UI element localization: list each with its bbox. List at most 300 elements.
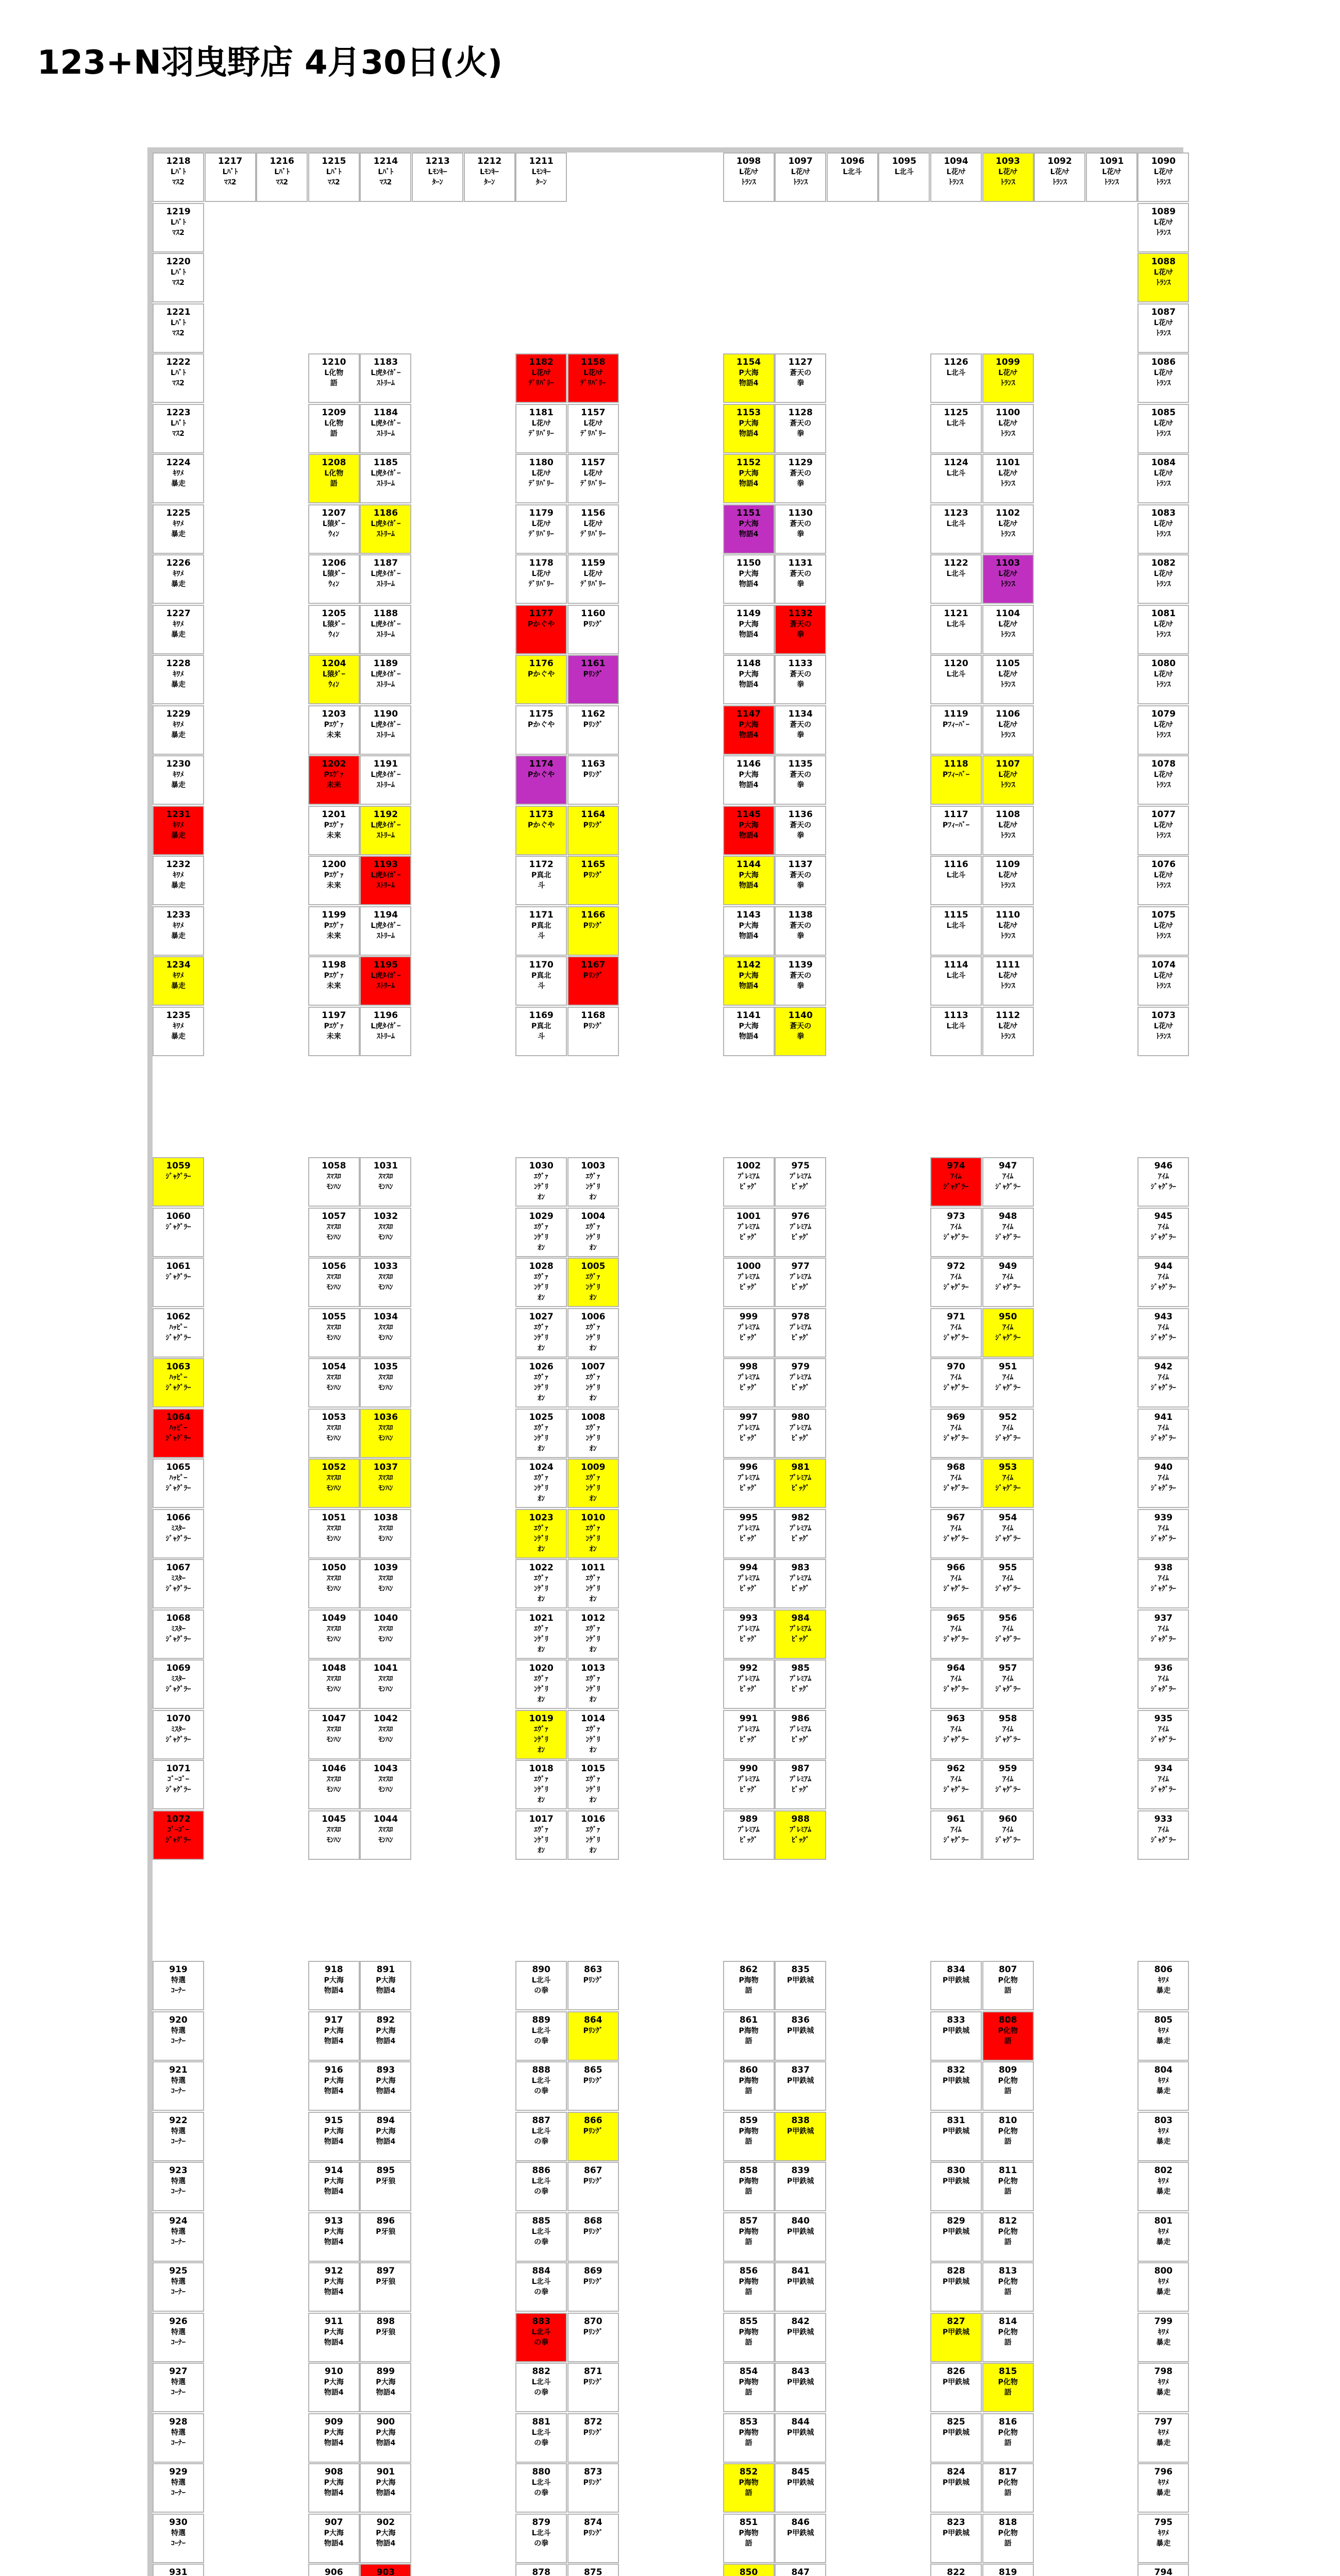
machine-name: P海物 語	[739, 2529, 759, 2548]
machine-name: P甲鉄城	[942, 2177, 970, 2185]
machine-name: Pｴｳﾞｧ 未来	[324, 821, 344, 840]
machine-number: 1030	[529, 1161, 554, 1171]
machine-name: ｴｳﾞｧ ﾝｹﾞﾘ ｵﾝ	[585, 1574, 600, 1603]
machine-1185	[360, 454, 411, 503]
machine-number: 1166	[581, 909, 606, 920]
machine-1232	[153, 856, 204, 905]
machine-number: 1161	[581, 658, 606, 669]
machine-number: 922	[169, 2115, 188, 2126]
machine-987	[775, 1760, 826, 1809]
machine-number: 1208	[322, 457, 346, 468]
machine-name: P甲鉄城	[787, 2428, 814, 2437]
machine-892	[360, 2011, 411, 2061]
machine-1174	[515, 755, 567, 805]
machine-number: 864	[584, 2014, 602, 2025]
machine-1009	[567, 1459, 619, 1508]
machine-number: 957	[998, 1663, 1017, 1673]
machine-name: ｷﾜﾒ 暴走	[171, 570, 186, 588]
machine-name: P甲鉄城	[787, 2328, 814, 2336]
machine-name: P大海 物語4	[376, 2077, 396, 2095]
machine-name: L花ﾊﾅ ﾄﾗﾝｽ	[998, 972, 1018, 990]
machine-number: 1005	[581, 1261, 606, 1272]
machine-number: 878	[532, 2567, 550, 2576]
machine-number: 1151	[736, 507, 761, 518]
machine-name: ｷﾜﾒ 暴走	[1156, 1976, 1171, 1995]
machine-number: 1080	[1151, 658, 1176, 669]
machine-name: L花ﾊﾅ ﾄﾗﾝｽ	[1153, 720, 1173, 739]
machine-name: P甲鉄城	[787, 1976, 814, 1985]
machine-name: L北斗 の拳	[531, 2479, 551, 2497]
machine-1219	[153, 203, 204, 252]
machine-number: 806	[1154, 1964, 1173, 1975]
machine-name: 蒼天の 拳	[790, 369, 812, 387]
machine-name: 蒼天の 拳	[790, 570, 812, 588]
machine-1065	[153, 1459, 204, 1508]
machine-name: ｽﾏｽﾛ ﾓﾝﾊﾝ	[326, 1825, 341, 1844]
machine-number: 1186	[373, 507, 398, 518]
machine-number: 938	[1154, 1563, 1173, 1573]
machine-number: 984	[791, 1613, 810, 1623]
machine-number: 1087	[1151, 307, 1176, 317]
machine-number: 958	[998, 1713, 1017, 1724]
top-wall	[150, 147, 1183, 152]
machine-name: P海物 語	[739, 2378, 759, 2397]
machine-name: ｱｲﾑ ｼﾞｬｸﾞﾗｰ	[943, 1825, 969, 1844]
machine-1058	[308, 1157, 360, 1207]
machine-number: 926	[169, 2316, 188, 2327]
machine-name: P大海 物語4	[739, 1022, 759, 1041]
machine-1042	[360, 1710, 411, 1759]
machine-number: 921	[169, 2065, 188, 2075]
machine-967	[930, 1509, 982, 1558]
machine-857	[723, 2212, 775, 2262]
machine-949	[982, 1258, 1034, 1307]
machine-name: P大海 物語4	[739, 972, 759, 990]
machine-1085	[1137, 404, 1189, 453]
machine-1131	[775, 554, 826, 604]
machine-number: 901	[376, 2467, 395, 2477]
machine-name: ｷﾜﾒ 暴走	[171, 469, 186, 488]
machine-name: ｱｲﾑ ｼﾞｬｸﾞﾗｰ	[995, 1725, 1021, 1744]
machine-name: L虎ﾀｲｶﾞｰ ｽﾄﾘｰﾑ	[371, 972, 401, 990]
machine-name: L花ﾊﾅ ﾄﾗﾝｽ	[1153, 419, 1173, 438]
machine-number: 1222	[166, 357, 191, 367]
machine-name: Pﾘﾝｸﾞ	[583, 2177, 603, 2185]
machine-number: 1052	[322, 1462, 346, 1472]
machine-868	[567, 2212, 619, 2262]
machine-1076	[1137, 856, 1189, 905]
machine-1139	[775, 956, 826, 1006]
machine-931	[153, 2564, 204, 2576]
machine-number: 1109	[995, 859, 1020, 870]
machine-name: ｽﾏｽﾛ ﾓﾝﾊﾝ	[326, 1374, 341, 1392]
machine-name: L北斗	[946, 419, 966, 428]
machine-name: L花ﾊﾅ ﾄﾗﾝｽ	[1153, 369, 1173, 387]
machine-number: 1195	[373, 960, 398, 970]
machine-898	[360, 2313, 411, 2362]
machine-number: 1056	[322, 1261, 346, 1272]
machine-number: 1120	[944, 658, 968, 669]
machine-number: 874	[584, 2517, 602, 2528]
machine-number: 1104	[995, 608, 1020, 619]
machine-1197	[308, 1007, 360, 1056]
machine-name: ｷﾜﾒ 暴走	[171, 821, 186, 840]
machine-name: P大海 物語4	[324, 2529, 344, 2548]
machine-number: 1125	[944, 407, 968, 418]
machine-name: L花ﾊﾅ ﾄﾗﾝｽ	[998, 620, 1018, 639]
machine-number: 830	[947, 2165, 965, 2176]
machine-name: ﾌﾟﾚﾐｱﾑ ﾋﾞｯｸﾞ	[738, 1524, 760, 1543]
machine-1199	[308, 906, 360, 956]
machine-1111	[982, 956, 1034, 1006]
machine-number: 1134	[788, 708, 813, 719]
machine-925	[153, 2262, 204, 2312]
machine-number: 1216	[270, 156, 294, 166]
machine-983	[775, 1559, 826, 1608]
machine-974	[930, 1157, 982, 1207]
machine-1129	[775, 454, 826, 503]
machine-number: 1158	[581, 357, 606, 367]
machine-number: 912	[325, 2266, 343, 2276]
machine-798	[1137, 2363, 1189, 2412]
machine-958	[982, 1710, 1034, 1759]
machine-number: 1203	[322, 708, 346, 719]
machine-name: P甲鉄城	[787, 2127, 814, 2136]
machine-1074	[1137, 956, 1189, 1006]
machine-name: P牙狼	[376, 2278, 396, 2286]
machine-name: P化物 語	[998, 2378, 1018, 2397]
machine-number: 871	[584, 2366, 602, 2377]
machine-number: 975	[791, 1161, 810, 1171]
machine-1055	[308, 1308, 360, 1358]
machine-name: L虎ﾀｲｶﾞｰ ｽﾄﾘｰﾑ	[371, 1022, 401, 1041]
machine-name: ｴｳﾞｧ ﾝｹﾞﾘ ｵﾝ	[585, 1675, 600, 1704]
machine-816	[982, 2413, 1034, 2463]
machine-number: 944	[1154, 1261, 1173, 1272]
machine-948	[982, 1208, 1034, 1257]
machine-972	[930, 1258, 982, 1307]
machine-973	[930, 1208, 982, 1257]
machine-1125	[930, 404, 982, 453]
machine-846	[775, 2514, 826, 2563]
machine-890	[515, 1961, 567, 2010]
machine-1231	[153, 806, 204, 855]
machine-number: 1133	[788, 658, 813, 669]
machine-number: 795	[1154, 2517, 1173, 2528]
machine-975	[775, 1157, 826, 1207]
machine-1014	[567, 1710, 619, 1759]
machine-number: 1154	[736, 357, 761, 367]
machine-name: ｷﾜﾒ 暴走	[1156, 2077, 1171, 2095]
machine-1118	[930, 755, 982, 805]
machine-name: 特選 ｺｰﾅｰ	[171, 2529, 186, 2548]
machine-number: 826	[947, 2366, 965, 2377]
machine-name: L猿ﾀﾞｰ ｳｨﾝ	[322, 570, 345, 588]
machine-959	[982, 1760, 1034, 1809]
machine-number: 919	[169, 1964, 188, 1975]
machine-number: 1081	[1151, 608, 1176, 619]
machine-name: 蒼天の 拳	[790, 871, 812, 890]
machine-1195	[360, 956, 411, 1006]
machine-1066	[153, 1509, 204, 1558]
machine-number: 918	[325, 1964, 343, 1975]
machine-name: ｱｲﾑ ｼﾞｬｸﾞﾗｰ	[1150, 1624, 1176, 1643]
machine-825	[930, 2413, 982, 2463]
machine-number: 1066	[166, 1512, 191, 1523]
machine-name: ｱｲﾑ ｼﾞｬｸﾞﾗｰ	[943, 1624, 969, 1643]
machine-1198	[308, 956, 360, 1006]
machine-837	[775, 2061, 826, 2111]
machine-number: 1168	[581, 1010, 606, 1021]
machine-999	[723, 1308, 775, 1358]
machine-number: 924	[169, 2215, 188, 2226]
machine-979	[775, 1358, 826, 1408]
machine-name: P甲鉄城	[942, 2026, 970, 2035]
machine-name: P化物 語	[998, 2479, 1018, 2497]
machine-1162	[567, 705, 619, 755]
machine-number: 1006	[581, 1311, 606, 1322]
machine-1018	[515, 1760, 567, 1809]
machine-number: 854	[739, 2366, 758, 2377]
machine-name: P海物 語	[739, 2227, 759, 2246]
machine-name: P真北 斗	[531, 1022, 551, 1041]
machine-name: ﾌﾟﾚﾐｱﾑ ﾋﾞｯｸﾞ	[738, 1725, 760, 1744]
machine-number: 1007	[581, 1362, 606, 1372]
machine-number: 833	[947, 2014, 965, 2025]
machine-name: L花ﾊﾅ ﾃﾞﾘﾊﾞﾘｰ	[580, 419, 606, 438]
machine-name: L虎ﾀｲｶﾞｰ ｽﾄﾘｰﾑ	[371, 670, 401, 689]
machine-number: 1113	[944, 1010, 968, 1021]
machine-1028	[515, 1258, 567, 1307]
machine-1022	[515, 1559, 567, 1608]
machine-name: ｴｳﾞｧ ﾝｹﾞﾘ ｵﾝ	[534, 1423, 549, 1453]
machine-1024	[515, 1459, 567, 1508]
machine-number: 1141	[736, 1010, 761, 1021]
machine-number: 814	[998, 2316, 1017, 2327]
machine-number: 1110	[995, 909, 1020, 920]
machine-name: L花ﾊﾅ ﾄﾗﾝｽ	[1153, 771, 1173, 789]
machine-842	[775, 2313, 826, 2362]
machine-814	[982, 2313, 1034, 2362]
machine-950	[982, 1308, 1034, 1358]
machine-number: 916	[325, 2065, 343, 2075]
machine-1070	[153, 1710, 204, 1759]
machine-name: L虎ﾀｲｶﾞｰ ｽﾄﾘｰﾑ	[371, 720, 401, 739]
machine-number: 928	[169, 2416, 188, 2427]
machine-1119	[930, 705, 982, 755]
machine-number: 1193	[373, 859, 398, 870]
machine-name: Pﾘﾝｸﾞ	[583, 871, 603, 879]
machine-1037	[360, 1459, 411, 1508]
machine-1086	[1137, 353, 1189, 403]
machine-name: L北斗	[843, 168, 862, 176]
machine-number: 1017	[529, 1814, 554, 1824]
machine-name: 特選 ｺｰﾅｰ	[171, 2026, 186, 2045]
machine-969	[930, 1409, 982, 1458]
machine-1189	[360, 655, 411, 704]
machine-1220	[153, 253, 204, 302]
machine-number: 1077	[1151, 809, 1176, 820]
machine-name: 蒼天の 拳	[790, 469, 812, 488]
machine-number: 948	[998, 1211, 1017, 1222]
machine-909	[308, 2413, 360, 2463]
machine-name: ｴｳﾞｧ ﾝｹﾞﾘ ｵﾝ	[585, 1273, 600, 1302]
machine-number: 1025	[529, 1412, 554, 1422]
machine-name: 蒼天の 拳	[790, 419, 812, 438]
machine-number: 1183	[373, 357, 398, 367]
machine-name: L虎ﾀｲｶﾞｰ ｽﾄﾘｰﾑ	[371, 469, 401, 488]
machine-name: Pﾘﾝｸﾞ	[583, 972, 603, 980]
machine-name: ﾌﾟﾚﾐｱﾑ ﾋﾞｯｸﾞ	[790, 1323, 812, 1342]
machine-1105	[982, 655, 1034, 704]
machine-number: 1129	[788, 457, 813, 468]
machine-843	[775, 2363, 826, 2412]
machine-number: 832	[947, 2065, 965, 2075]
machine-1041	[360, 1659, 411, 1709]
machine-number: 1197	[322, 1010, 346, 1021]
machine-name: Pﾘﾝｸﾞ	[583, 2479, 603, 2487]
machine-861	[723, 2011, 775, 2061]
machine-number: 835	[791, 1964, 810, 1975]
machine-1214	[360, 152, 411, 202]
machine-name: ｽﾏｽﾛ ﾓﾝﾊﾝ	[378, 1323, 393, 1342]
machine-number: 895	[376, 2165, 395, 2176]
machine-928	[153, 2413, 204, 2463]
machine-number: 844	[791, 2416, 810, 2427]
machine-number: 1091	[1099, 156, 1124, 166]
machine-name: L北斗	[946, 1022, 966, 1030]
machine-name: L花ﾊﾅ ﾄﾗﾝｽ	[998, 771, 1018, 789]
machine-number: 1232	[166, 859, 191, 870]
machine-1088	[1137, 253, 1189, 302]
machine-985	[775, 1659, 826, 1709]
machine-911	[308, 2313, 360, 2362]
machine-number: 1152	[736, 457, 761, 468]
machine-number: 929	[169, 2467, 188, 2477]
machine-name: L虎ﾀｲｶﾞｰ ｽﾄﾘｰﾑ	[371, 871, 401, 890]
machine-920	[153, 2011, 204, 2061]
machine-name: ｱｲﾑ ｼﾞｬｸﾞﾗｰ	[943, 1323, 969, 1342]
machine-number: 1160	[581, 608, 606, 619]
machine-864	[567, 2011, 619, 2061]
machine-name: ｱｲﾑ ｼﾞｬｸﾞﾗｰ	[995, 1825, 1021, 1844]
machine-name: L花ﾊﾅ ﾄﾗﾝｽ	[1153, 921, 1173, 940]
machine-886	[515, 2162, 567, 2211]
machine-name: Pﾘﾝｸﾞ	[583, 1022, 603, 1030]
machine-1211	[515, 152, 567, 202]
machine-number: 911	[325, 2316, 343, 2327]
machine-939	[1137, 1509, 1189, 1558]
machine-number: 1124	[944, 457, 968, 468]
machine-number: 1084	[1151, 457, 1176, 468]
machine-number: 890	[532, 1964, 550, 1975]
machine-number: 870	[584, 2316, 602, 2327]
machine-number: 1138	[788, 909, 813, 920]
machine-name: ﾌﾟﾚﾐｱﾑ ﾋﾞｯｸﾞ	[738, 1223, 760, 1242]
machine-number: 962	[947, 1764, 965, 1774]
machine-number: 1140	[788, 1010, 813, 1021]
machine-1216	[256, 152, 308, 202]
machine-name: Pﾘﾝｸﾞ	[583, 2077, 603, 2085]
machine-number: 858	[739, 2165, 758, 2176]
machine-name: ﾌﾟﾚﾐｱﾑ ﾋﾞｯｸﾞ	[790, 1423, 812, 1443]
machine-1169	[515, 1007, 567, 1056]
machine-name: ｱｲﾑ ｼﾞｬｸﾞﾗｰ	[995, 1524, 1021, 1543]
machine-number: 850	[739, 2567, 758, 2576]
machine-1230	[153, 755, 204, 805]
machine-number: 1182	[529, 357, 554, 367]
machine-number: 797	[1154, 2416, 1173, 2427]
machine-name: P大海 物語4	[324, 2378, 344, 2397]
machine-866	[567, 2112, 619, 2161]
machine-name: ｽﾏｽﾛ ﾓﾝﾊﾝ	[326, 1574, 341, 1593]
machine-number: 1012	[581, 1613, 606, 1623]
machine-name: P大海 物語4	[739, 469, 759, 488]
machine-number: 1181	[529, 407, 554, 418]
machine-869	[567, 2262, 619, 2312]
machine-812	[982, 2212, 1034, 2262]
machine-1080	[1137, 655, 1189, 704]
machine-name: Pﾘﾝｸﾞ	[583, 821, 603, 829]
machine-888	[515, 2061, 567, 2111]
machine-name: P化物 語	[998, 1976, 1018, 1995]
machine-1059	[153, 1157, 204, 1207]
machine-964	[930, 1659, 982, 1709]
machine-number: 892	[376, 2014, 395, 2025]
machine-1132	[775, 605, 826, 654]
machine-name: Pﾘﾝｸﾞ	[583, 2278, 603, 2286]
machine-name: L花ﾊﾅ ﾄﾗﾝｽ	[998, 570, 1018, 588]
machine-1015	[567, 1760, 619, 1809]
machine-954	[982, 1509, 1034, 1558]
machine-1223	[153, 404, 204, 453]
machine-number: 1150	[736, 558, 761, 568]
machine-1064	[153, 1409, 204, 1458]
machine-name: ｼﾞｬｸﾞﾗｰ	[165, 1223, 191, 1231]
machine-name: P甲鉄城	[942, 2378, 970, 2386]
machine-name: ｱｲﾑ ｼﾞｬｸﾞﾗｰ	[995, 1374, 1021, 1392]
machine-number: 1036	[373, 1412, 398, 1422]
machine-number: 1068	[166, 1613, 191, 1623]
machine-number: 1026	[529, 1362, 554, 1372]
machine-name: L虎ﾀｲｶﾞｰ ｽﾄﾘｰﾑ	[371, 419, 401, 438]
machine-name: P大海 物語4	[324, 2278, 344, 2296]
machine-936	[1137, 1659, 1189, 1709]
machine-881	[515, 2413, 567, 2463]
machine-1133	[775, 655, 826, 704]
machine-number: 1082	[1151, 558, 1176, 568]
machine-number: 1128	[788, 407, 813, 418]
machine-name: ｱｲﾑ ｼﾞｬｸﾞﾗｰ	[943, 1374, 969, 1392]
machine-number: 1047	[322, 1713, 346, 1724]
machine-name: ﾌﾟﾚﾐｱﾑ ﾋﾞｯｸﾞ	[790, 1374, 812, 1392]
machine-name: ｽﾏｽﾛ ﾓﾝﾊﾝ	[326, 1423, 341, 1443]
machine-number: 999	[739, 1311, 758, 1322]
machine-1183	[360, 353, 411, 403]
machine-name: P甲鉄城	[942, 2278, 970, 2286]
machine-number: 1111	[995, 960, 1020, 970]
machine-name: ｱｲﾑ ｼﾞｬｸﾞﾗｰ	[995, 1624, 1021, 1643]
machine-number: 946	[1154, 1161, 1173, 1171]
machine-941	[1137, 1409, 1189, 1458]
machine-name: ｴｳﾞｧ ﾝｹﾞﾘ ｵﾝ	[534, 1374, 549, 1402]
machine-number: 1002	[736, 1161, 761, 1171]
machine-number: 807	[998, 1964, 1017, 1975]
machine-name: 蒼天の 拳	[790, 821, 812, 840]
machine-1071	[153, 1760, 204, 1809]
machine-996	[723, 1459, 775, 1508]
machine-number: 1021	[529, 1613, 554, 1623]
